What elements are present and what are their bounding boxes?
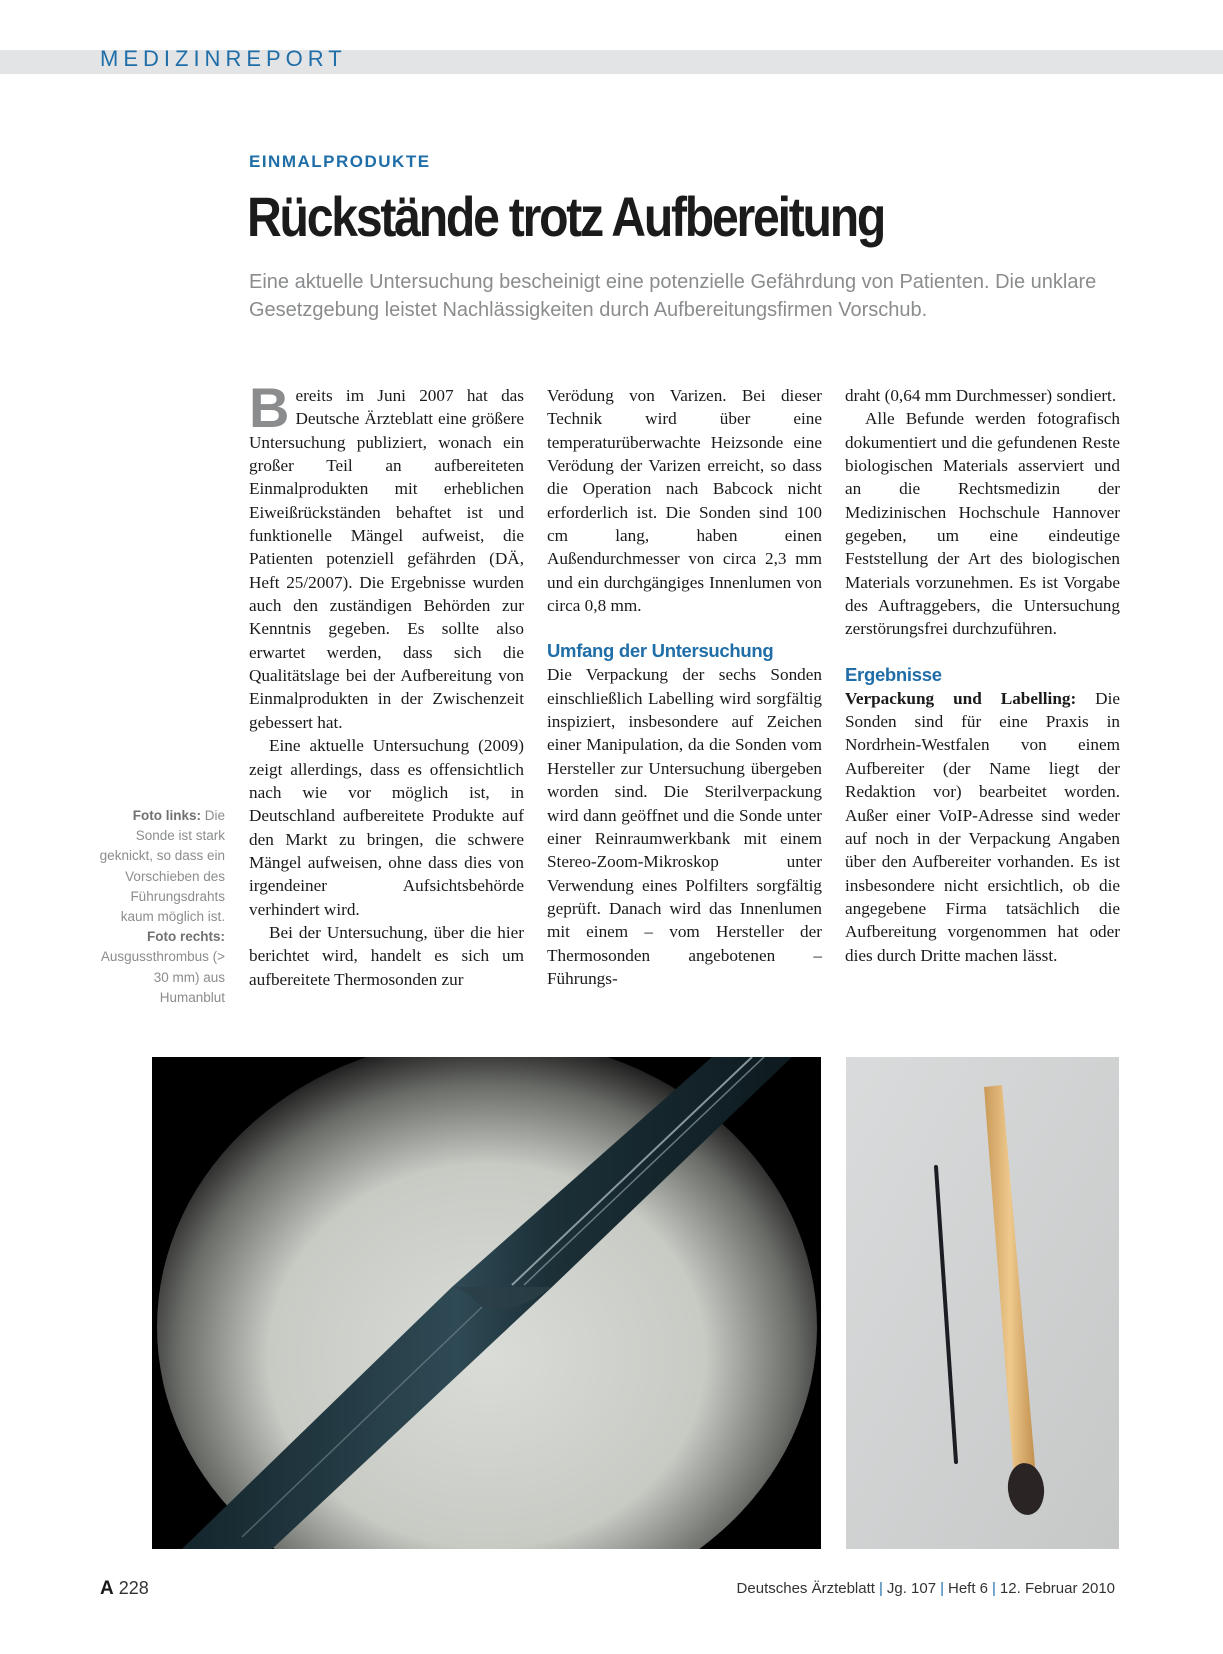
page-number-value: 228 (118, 1578, 149, 1598)
page-prefix: A (100, 1578, 114, 1599)
publication-info: Deutsches Ärzteblatt | Jg. 107 | Heft 6 | 12. Februar 2010 (736, 1580, 1115, 1597)
body-column-3 (845, 384, 1120, 967)
caption-left-text: Die Sonde ist stark geknickt, so dass ein Vorschieben des Führungsdrahts kaum möglich ist. (99, 808, 225, 925)
paragraph: draht (0,64 mm Durchmesser) sondiert. (845, 386, 1117, 405)
page-number (100, 1578, 149, 1600)
journal-issue: Heft 6 (947, 1580, 989, 1597)
journal-volume: Jg. 107 (886, 1580, 937, 1597)
paragraph-text: Die Sonden sind für eine Praxis in Nordrhein-Westfalen von einem Aufbereiter (der Name liegt der Redaktion vor) bearbeitet worden. Außer einer VoIP-Adresse sind weder auf noch in der Verpackung Angaben über den Aufbereiter vorhanden. Es ist insbesondere nicht ersichtlich, ob die angegebene Firma tatsächlich die Aufbereitung vorgenommen hat oder dies durch Dritte machen lässt. (845, 688, 1120, 965)
caption-right-text: Ausgussthrombus (> 30 mm) aus Humanblut (100, 949, 225, 1005)
article-lead: Eine aktuelle Untersuchung bescheinigt eine potenzielle Gefährdung von Patienten. Die unklare Gesetzgebung leistet Nachlässigkeiten durch Aufbereitungsfirmen Vorschub. (249, 271, 1097, 321)
article-title: Rückstände trotz Aufbereitung (247, 185, 885, 248)
photo-thrombus (846, 1057, 1119, 1549)
drop-cap: B (249, 376, 290, 439)
subheading-umfang: Umfang der Untersuchung (547, 640, 774, 662)
paragraph (249, 376, 524, 734)
paragraph (845, 687, 1120, 967)
paragraph: Bei der Untersuchung, über die hier berichtet wird, handelt es sich um aufbereitete Thermosonden zur (249, 922, 524, 989)
section-label: MEDIZINREPORT (100, 46, 347, 71)
publication-date: 12. Februar 2010 (999, 1580, 1115, 1597)
photo-caption (95, 806, 225, 1008)
body-column-1 (249, 376, 524, 991)
paragraph: Eine aktuelle Untersuchung (2009) zeigt allerdings, dass es offensichtlich nach wie vor möglich ist, in Deutschland aufbereitete Produkte auf den Markt zu bringen, die schwere Mängel aufweisen, ohne dass dies von irgendeiner Aufsichtsbehörde verhindert wird. (249, 736, 524, 919)
article-kicker: EINMALPRODUKTE (249, 152, 431, 171)
inline-heading: Verpackung und Labelling: (845, 688, 1077, 708)
subheading-ergebnisse: Ergebnisse (845, 663, 942, 685)
photo-kinked-probe (152, 1057, 821, 1549)
paragraph: Die Verpackung der sechs Sonden einschließlich Labelling wird sorgfältig inspiziert, insbesondere auf Zeichen einer Manipulation, da die Sonden vom Hersteller zur Untersuchung übergeben worden sind. Die Sterilverpackung wird dann geöffnet und die Sonde unter einer Reinraumwerkbank mit einem Stereo-Zoom-Mikroskop unter Verwendung eines Polfilters sorgfältig geprüft. Danach wird das Innenlumen mit einem – vom Hersteller der Thermosonden angebotenen – Führungs- (547, 665, 822, 988)
paragraph: Verödung von Varizen. Bei dieser Technik wird über eine temperaturüberwachte Heizsonde eine Verödung der Varizen erreicht, so dass die Operation nach Babcock nicht erforderlich ist. Die Sonden sind 100 cm lang, haben einen Außendurchmesser von circa 2,3 mm und ein durchgängiges Innenlumen von circa 0,8 mm. (547, 386, 822, 616)
caption-left-label: Foto links: (132, 808, 201, 823)
journal-name: Deutsches Ärzteblatt (736, 1580, 875, 1597)
paragraph: Alle Befunde werden fotografisch dokumentiert und die gefundenen Reste biologischen Materials asserviert und an die Rechtsmedizin der Medizinischen Hochschule Hannover gegeben, um eine eindeutige Feststellung der Art des biologischen Materials vorzunehmen. Es ist Vorgabe des Auftraggebers, die Untersuchung zerstörungsfrei durchzuführen. (845, 409, 1120, 639)
paragraph-text: ereits im Juni 2007 hat das Deutsche Ärzteblatt eine größere Untersuchung publiziert, wonach ein großer Teil an aufbereiteten Einmalprodukten mit erheblichen Eiweißrückständen behaftet ist und funktionelle Mängel aufweist, die Patienten potenziell gefährden (DÄ, Heft 25/2007). Die Ergebnisse wurden auch den zuständigen Behörden zur Kenntnis gegeben. Es sollte also erwartet werden, dass sich die Qualitätslage bei der Aufbereitung von Einmalprodukten in der Zwischenzeit gebessert hat. (249, 386, 524, 732)
caption-right-label: Foto rechts: (146, 929, 225, 945)
body-column-2 (547, 384, 822, 990)
